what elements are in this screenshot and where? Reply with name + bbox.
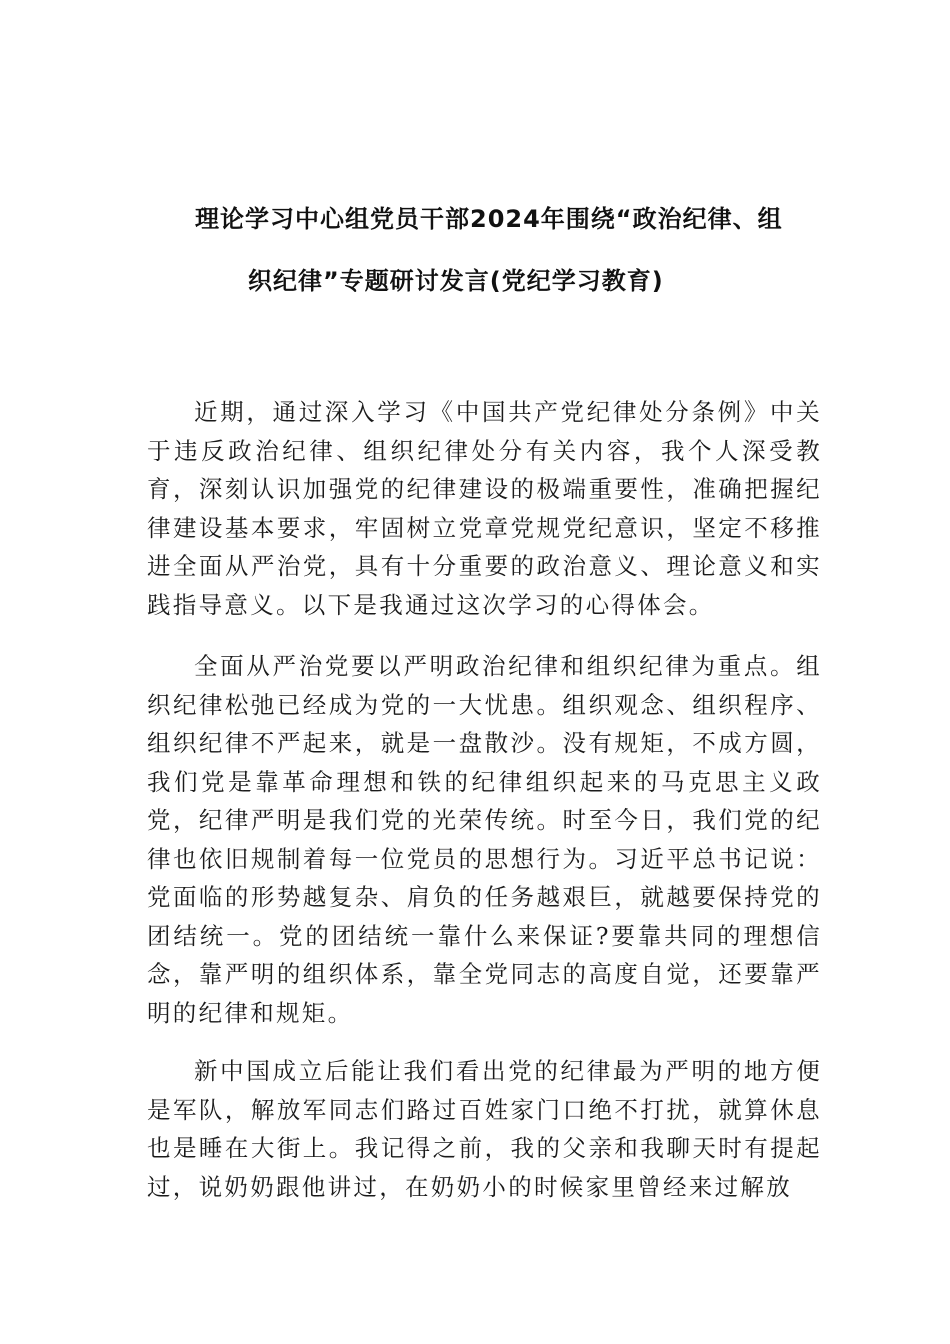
body-paragraph-3: 新中国成立后能让我们看出党的纪律最为严明的地方便是军队，解放军同志们路过百姓家门口绝不打扰，就算休息也是睡在大街上。我记得之前，我的父亲和我聊天时有提起过，说奶奶跟他讲过，在奶奶小的时候家里曾经来过解放 xyxy=(147,1057,822,1201)
document-title-line-2: 织纪律”专题研讨发言(党纪学习教育) xyxy=(248,267,664,295)
document-title-line-1: 理论学习中心组党员干部2024年围绕“政治纪律、组 xyxy=(195,205,783,233)
body-paragraph-2: 全面从严治党要以严明政治纪律和组织纪律为重点。组织纪律松弛已经成为党的一大忧患。组织观念、组织程序、组织纪律不严起来，就是一盘散沙。没有规矩，不成方圆，我们党是靠革命理想和铁的纪律组织起来的马克思主义政党，纪律严明是我们党的光荣传统。时至今日，我们党的纪律也依旧规制着每一位党员的思想行为。习近平总书记说：党面临的形势越复杂、肩负的任务越艰巨，就越要保持党的团结统一。党的团结统一靠什么来保证?要靠共同的理想信念，靠严明的组织体系，靠全党同志的高度自觉，还要靠严明的纪律和规矩。 xyxy=(147,652,822,1027)
body-paragraph-1: 近期，通过深入学习《中国共产党纪律处分条例》中关于违反政治纪律、组织纪律处分有关内容，我个人深受教育，深刻认识加强党的纪律建设的极端重要性，准确把握纪律建设基本要求，牢固树立党章党规党纪意识，坚定不移推进全面从严治党，具有十分重要的政治意义、理论意义和实践指导意义。以下是我通过这次学习的心得体会。 xyxy=(147,398,822,619)
